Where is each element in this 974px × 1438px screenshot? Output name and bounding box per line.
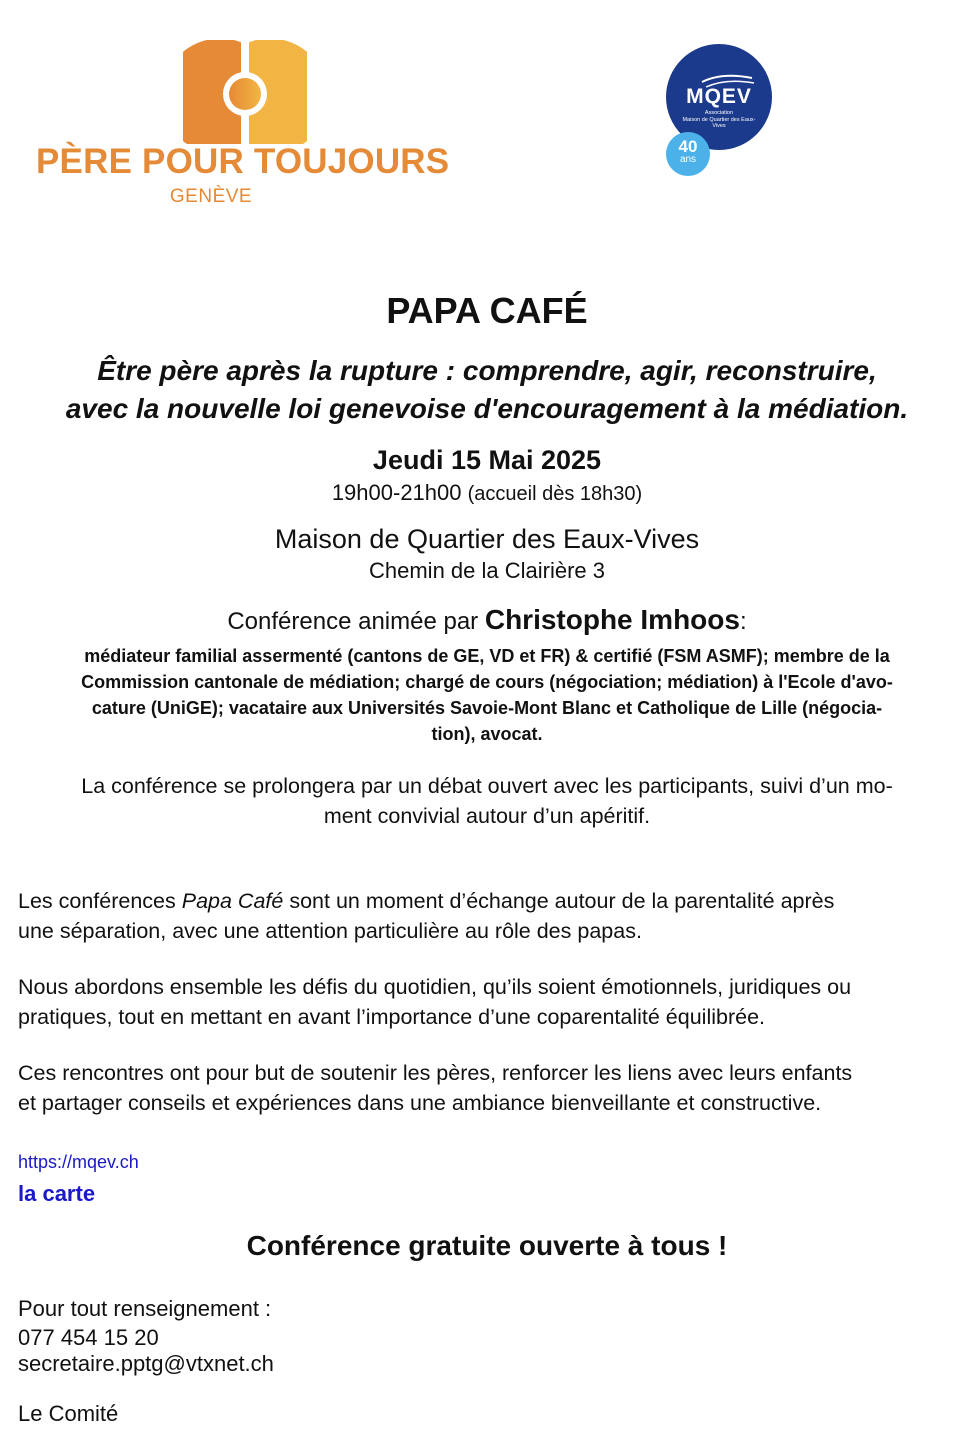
time-note: (accueil dès 18h30) — [467, 483, 643, 505]
contact-phone: 077 454 15 20 — [18, 1325, 159, 1350]
subtitle-line1: Être père après la rupture : comprendre, agir, reconstruire, — [97, 355, 877, 386]
subtitle-line2: avec la nouvelle loi genevoise d'encouragement à la médiation. — [65, 393, 909, 424]
about-paragraph-1 — [18, 886, 958, 946]
about-paragraph-2 — [18, 972, 958, 1032]
p1-line2: une séparation, avec une attention particulière au rôle des papas. — [18, 919, 642, 943]
pere-pour-toujours-logo — [36, 38, 456, 213]
debate-line2: ment convivial autour d’un apéritif. — [323, 804, 651, 828]
bio-line3: cature (UniGE); vacataire aux Universités Savoie-Mont Blanc et Catholique de Lille (négocia- — [91, 698, 883, 718]
bio-line1: médiateur familial assermenté (cantons de GE, VD et FR) & certifié (FSM ASMF); membre de la — [84, 646, 890, 666]
logo-mark-icon — [183, 40, 307, 144]
bio-line4: tion), avocat. — [431, 724, 543, 744]
logo-city: GENÈVE — [169, 186, 253, 207]
signature: Le Comité — [18, 1401, 119, 1426]
conf-prefix: Conférence animée par — [227, 608, 479, 635]
event-time — [0, 480, 974, 506]
website-link[interactable]: https://mqev.ch — [18, 1152, 139, 1172]
contact-label: Pour tout renseignement : — [18, 1296, 272, 1321]
badge-unit: ans — [679, 154, 697, 165]
speaker-name: Christophe Imhoos — [484, 604, 740, 635]
debate-note — [20, 771, 954, 831]
conference-speaker-line — [0, 604, 974, 636]
p1-italic: Papa Café — [181, 889, 284, 913]
p1-before: Les conférences — [18, 889, 182, 913]
conf-suffix: : — [739, 608, 747, 635]
mqev-subtitle — [676, 110, 762, 130]
mqev-sub-line2: Maison de Quartier des Eaux-Vives — [682, 116, 756, 129]
p2-line2: pratiques, tout en mettant en avant l’importance d’une coparentalité équilibrée. — [18, 1005, 765, 1029]
bio-line2: Commission cantonale de médiation; chargé de cours (négociation; médiation) à l'Ecole d'avo- — [81, 672, 893, 692]
badge-number: 40 — [678, 137, 698, 156]
map-link[interactable]: la carte — [18, 1181, 96, 1206]
p3-line1: Ces rencontres ont pour but de soutenir les pères, renforcer les liens avec leurs enfants — [18, 1061, 853, 1085]
event-street: Chemin de la Clairière 3 — [369, 558, 605, 583]
time-range: 19h00-21h00 — [331, 480, 462, 505]
anniversary-badge — [666, 132, 710, 176]
mqev-word: MQEV — [686, 85, 752, 108]
p2-line1: Nous abordons ensemble les défis du quotidien, qu’ils soient émotionnels, juridiques ou — [18, 975, 852, 999]
event-venue: Maison de Quartier des Eaux-Vives — [274, 524, 700, 554]
event-subtitle — [0, 352, 974, 428]
p1-line1 — [18, 886, 958, 916]
event-date: Jeudi 15 Mai 2025 — [372, 445, 602, 475]
debate-line1: La conférence se prolongera par un débat ouvert avec les participants, suivi d’un mo- — [81, 774, 893, 798]
contact-email: secretaire.pptg@vtxnet.ch — [18, 1351, 274, 1376]
mqev-sub-line1: Association — [704, 110, 734, 116]
event-title: PAPA CAFÉ — [386, 290, 588, 331]
p1-after: sont un moment d’échange autour de la parentalité après — [283, 889, 835, 913]
about-paragraph-3 — [18, 1058, 958, 1118]
mqev-logo — [662, 44, 778, 176]
free-conference-banner: Conférence gratuite ouverte à tous ! — [246, 1230, 728, 1261]
speaker-bio — [20, 643, 954, 747]
p3-line2: et partager conseils et expériences dans une ambiance bienveillante et constructive. — [18, 1091, 822, 1115]
logo-name: PÈRE POUR TOUJOURS — [36, 142, 450, 181]
